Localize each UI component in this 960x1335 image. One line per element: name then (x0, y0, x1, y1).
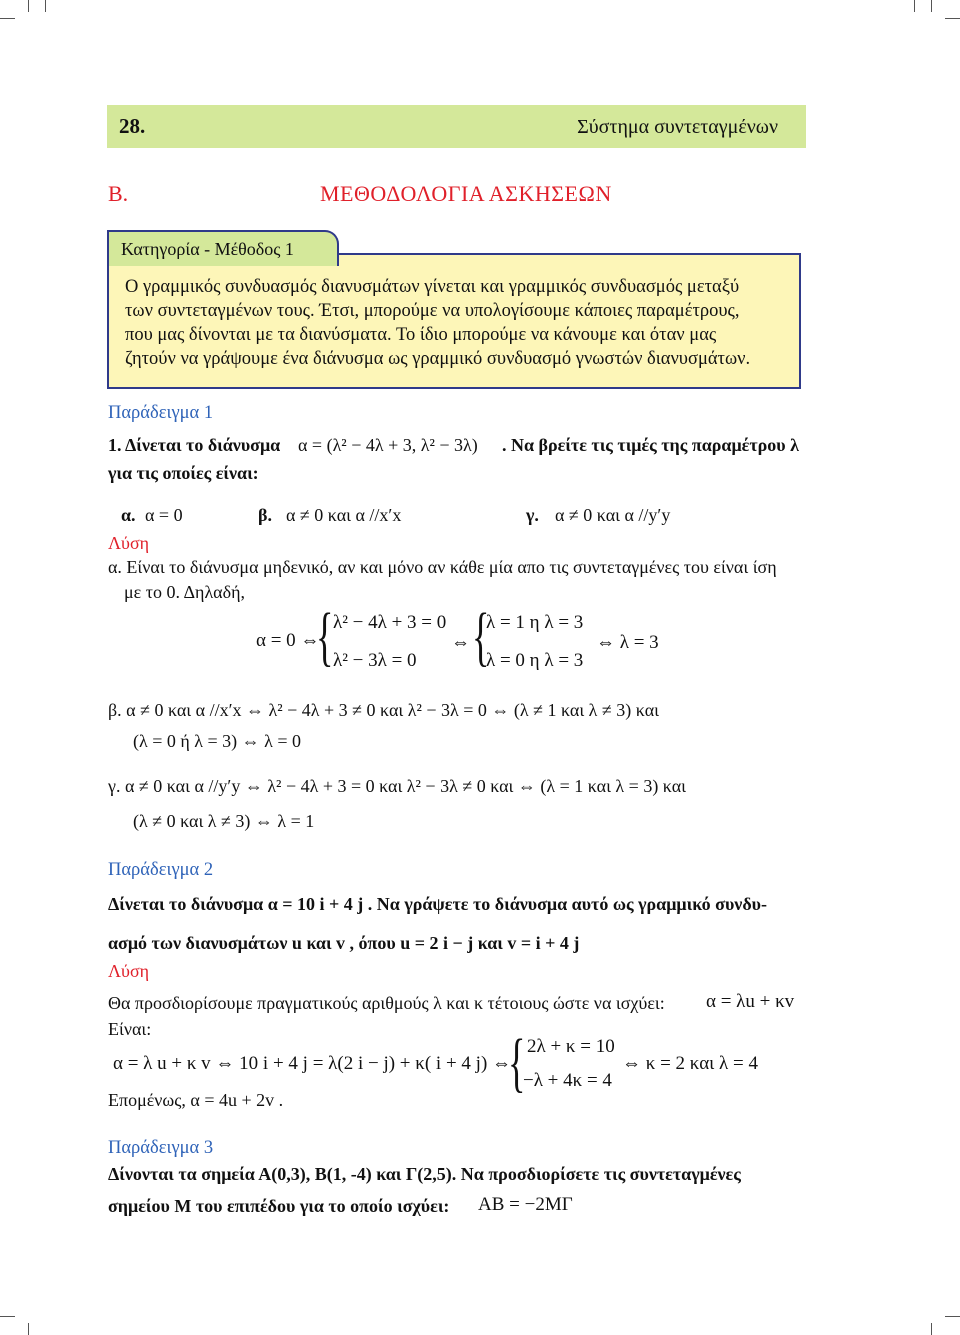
ex1-solution-b-line2: (λ = 0 ή λ = 3) ⇔ λ = 0 (133, 731, 302, 751)
ex3-statement-line1: Δίνονται τα σημεία Α(0,3), Β(1, -4) και Γ(2,5). Να προσδιορίσετε τις συντεταγμένες (108, 1164, 741, 1184)
ex1-solution-a-line1: α. Είναι το διάνυσμα μηδενικό, αν και μόνο αν κάθε μία απο τις συντεταγμένες του είναι ίση (108, 557, 777, 577)
example-2-title: Παράδειγμα 2 (108, 860, 214, 880)
ex2-solution-line2: Είναι: (108, 1019, 152, 1039)
method-tab-label: Κατηγορία - Μέθοδος 1 (121, 239, 294, 259)
example-3-title: Παράδειγμα 3 (108, 1138, 214, 1158)
crop-mark (931, 1323, 932, 1335)
method-line: ζητούν να γράψουμε ένα διάνυσμα ως γραμμικό συνδυασμό γνωστών διανυσμάτων. (125, 349, 751, 369)
section-letter: Β. (108, 181, 129, 206)
crop-mark (945, 1316, 960, 1317)
ex2-system-row1: 2λ + κ = 10 (527, 1036, 615, 1057)
ex1-solution-c-line1: γ. α ≠ 0 και α //y′y ⇔ λ² − 4λ + 3 = 0 και λ² − 3λ ≠ 0 και ⇔ (λ = 1 και λ = 3) και (108, 776, 686, 796)
crop-mark (914, 0, 915, 12)
ex3-statement-line2: σημείου Μ του επιπέδου για το οποίο ισχύει: (108, 1196, 450, 1216)
crop-mark (945, 18, 960, 19)
ex1-question-c-label: γ. (526, 505, 539, 525)
ex1-system-lhs: α = 0 ⇔ (256, 630, 320, 651)
ex1-system1-row2: λ² − 3λ = 0 (333, 650, 417, 671)
ex2-solution-line4: Επομένως, α = 4u + 2v . (108, 1090, 284, 1110)
ex2-statement-line1: Δίνεται το διάνυσμα α = 10 i + 4 j . Να γράψετε το διάνυσμα αυτό ως γραμμικό συνδυ- (108, 894, 768, 914)
ex1-question-a-label: α. (121, 505, 136, 525)
ex1-solution-a-line2: με το 0. Δηλαδή, (124, 582, 245, 602)
ex1-question-b-label: β. (258, 505, 272, 525)
left-brace-icon: { (472, 600, 490, 673)
ex1-statement-line2: για τις οποίες είναι: (108, 463, 259, 483)
ex1-question-a: α = 0 (145, 505, 183, 525)
ex2-solution-formula: α = λu + κv (706, 991, 795, 1012)
ex1-system1-row1: λ² − 4λ + 3 = 0 (333, 612, 447, 633)
crop-mark (0, 1316, 15, 1317)
ex1-question-b: α ≠ 0 και α //x′x (286, 505, 402, 525)
method-line: των συντεταγμένων τους. Έτσι, μπορούμε να υπολογίσουμε κάποιες παραμέτρους, (125, 301, 740, 321)
ex3-statement-formula: ΑΒ = −2ΜΓ (478, 1194, 573, 1215)
method-text (125, 275, 750, 371)
method-line: που μας δίνονται με τα διανύσματα. Το ίδιο μπορούμε να κάνουμε και όταν μας (125, 325, 717, 345)
ex1-solution-c-line2: (λ ≠ 0 και λ ≠ 3) ⇔ λ = 1 (133, 811, 315, 831)
ex1-solution-label: Λύση (108, 533, 150, 553)
crop-mark (28, 1323, 29, 1335)
ex1-formula: α = (λ² − 4λ + 3, λ² − 3λ) (298, 435, 478, 455)
crop-mark (28, 0, 29, 12)
ex1-system2-row2: λ = 0 η λ = 3 (486, 650, 584, 671)
crop-mark (0, 18, 15, 19)
left-brace-icon: { (508, 1026, 526, 1099)
running-title: Σύστημα συντεταγμένων (577, 116, 778, 138)
crop-mark (931, 0, 932, 12)
ex1-solution-b-line1: β. α ≠ 0 και α //x′x ⇔ λ² − 4λ + 3 ≠ 0 και λ² − 3λ = 0 ⇔ (λ ≠ 1 και λ ≠ 3) και (108, 700, 659, 720)
ex2-system-row2: −λ + 4κ = 4 (523, 1070, 612, 1091)
ex2-solution-label: Λύση (108, 961, 150, 981)
ex2-system-result: ⇔ κ = 2 και λ = 4 (622, 1053, 758, 1074)
section-title: ΜΕΘΟΔΟΛΟΓΙΑ ΑΣΚΗΣΕΩΝ (320, 181, 612, 206)
ex1-statement: 1. Δίνεται το διάνυσμα (108, 435, 281, 455)
ex2-solution-line1: Θα προσδιορίσουμε πραγματικούς αριθμούς λ και κ τέτοιους ώστε να ισχύει: (108, 993, 665, 1013)
ex2-solution-line3: α = λ u + κ v ⇔ 10 i + 4 j = λ(2 i − j) + κ( i + 4 j) ⇔ (113, 1053, 512, 1074)
crop-mark (45, 0, 46, 12)
ex1-system-result: ⇔ λ = 3 (596, 632, 659, 653)
ex1-statement-cont: . Να βρείτε τις τιμές της παραμέτρου λ (502, 435, 799, 455)
page-header (107, 105, 806, 148)
ex2-statement-line2: ασμό των διανυσμάτων u και v , όπου u = 2 i − j και v = i + 4 j (108, 933, 580, 953)
ex1-question-c: α ≠ 0 και α //y′y (555, 505, 671, 525)
method-line: Ο γραμμικός συνδυασμός διανυσμάτων γίνεται και γραμμικός συνδυασμός μεταξύ (125, 277, 740, 297)
example-1-title: Παράδειγμα 1 (108, 403, 214, 423)
left-brace-icon: { (316, 600, 334, 673)
method-tab (107, 230, 339, 266)
ex1-system-equiv: ⇔ (451, 632, 470, 653)
ex1-system2-row1: λ = 1 η λ = 3 (486, 612, 584, 633)
page-number: 28. (119, 114, 146, 138)
